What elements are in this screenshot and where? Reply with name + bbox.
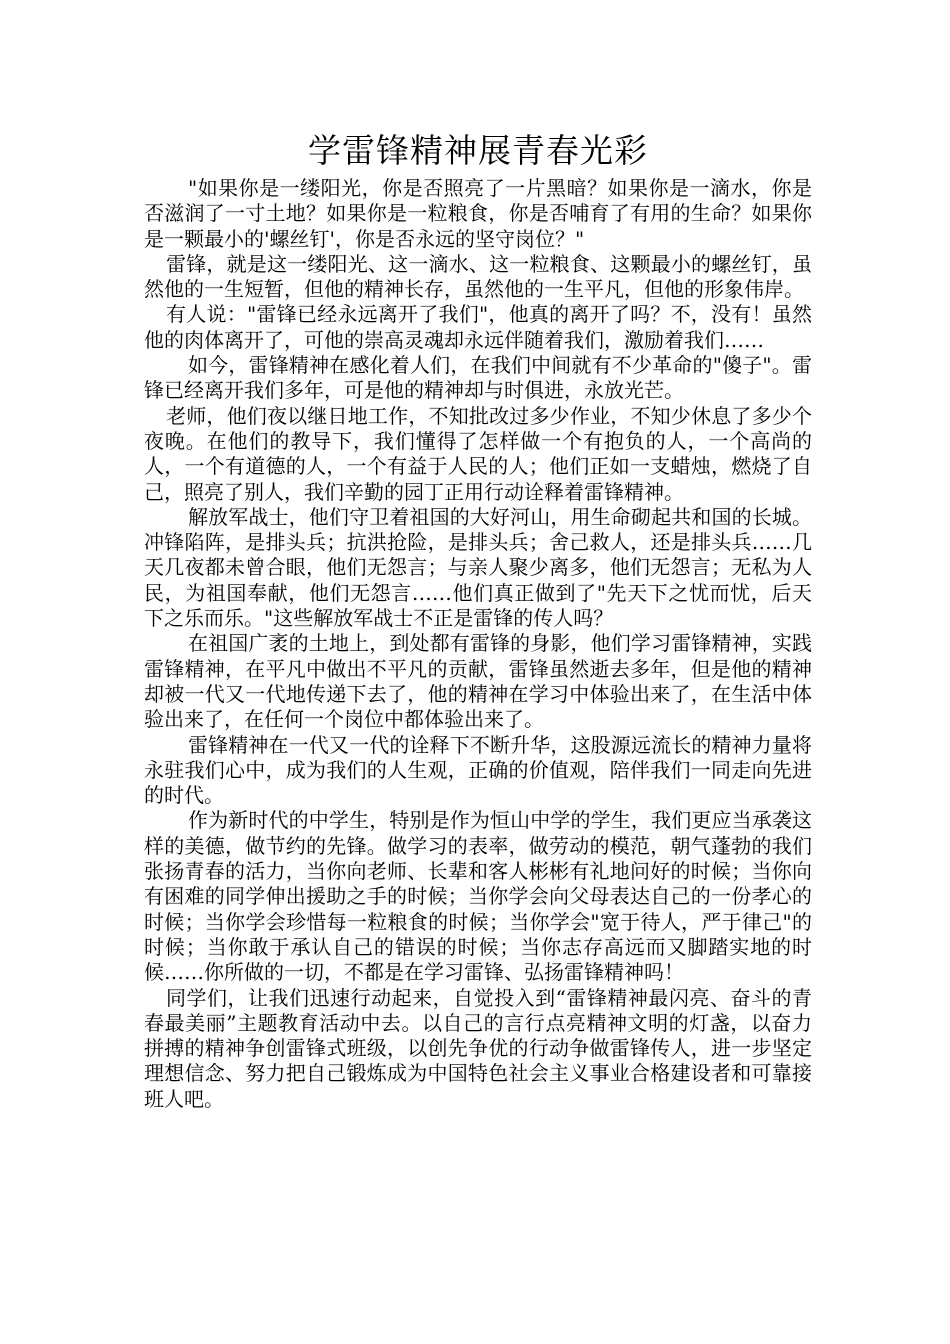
paragraph-3: 有人说："雷锋已经永远离开了我们"，他真的离开了吗？不，没有！虽然他的肉体离开了，可他的崇高灵魂却永远伴随着我们，激励着我们…… xyxy=(144,302,812,352)
paragraph-8: 雷锋精神在一代又一代的诠释下不断升华，这股源远流长的精神力量将永驻我们心中，成为我们的人生观，正确的价值观，陪伴我们一同走向先进的时代。 xyxy=(144,732,812,808)
document-page xyxy=(144,128,812,1112)
paragraph-9: 作为新时代的中学生，特别是作为恒山中学的学生，我们更应当承袭这样的美德，做节约的先锋。做学习的表率，做劳动的模范，朝气蓬勃的我们张扬青春的活力，当你向老师、长辈和客人彬彬有礼地问好的时候；当你向有困难的同学伸出援助之手的时候；当你学会向父母表达自己的一份孝心的时候；当你学会珍惜每一粒粮食的时候；当你学会"宽于待人，严于律己"的时候；当你敢于承认自己的错误的时候；当你志存高远而又脚踏实地的时候……你所做的一切，不都是在学习雷锋、弘扬雷锋精神吗！ xyxy=(144,808,812,985)
paragraph-2: 雷锋，就是这一缕阳光、这一滴水、这一粒粮食、这颗最小的螺丝钉，虽然他的一生短暂，但他的精神长存，虽然他的一生平凡，但他的形象伟岸。 xyxy=(144,251,812,302)
paragraph-5: 老师，他们夜以继日地工作，不知批改过多少作业，不知少休息了多少个夜晚。在他们的教导下，我们懂得了怎样做一个有抱负的人，一个高尚的人，一个有道德的人，一个有益于人民的人；他们正如一支蜡烛，燃烧了自己，照亮了别人，我们辛勤的园丁正用行动诠释着雷锋精神。 xyxy=(144,403,812,504)
paragraph-10: 同学们，让我们迅速行动起来，自觉投入到“雷锋精神最闪亮、奋斗的青春最美丽”主题教育活动中去。以自己的言行点亮精神文明的灯盏，以奋力拼搏的精神争创雷锋式班级，以创先争优的行动争做雷锋传人，进一步坚定理想信念、努力把自己锻炼成为中国特色社会主义事业合格建设者和可靠接班人吧。 xyxy=(144,985,812,1111)
paragraph-1: "如果你是一缕阳光，你是否照亮了一片黑暗？如果你是一滴水，你是否滋润了一寸土地？如果你是一粒粮食，你是否哺育了有用的生命？如果你是一颗最小的'螺丝钉'，你是否永远的坚守岗位？" xyxy=(144,176,812,251)
paragraph-7: 在祖国广袤的土地上，到处都有雷锋的身影，他们学习雷锋精神，实践雷锋精神，在平凡中做出不平凡的贡献，雷锋虽然逝去多年，但是他的精神却被一代又一代地传递下去了，他的精神在学习中体验出来了，在生活中体验出来了，在任何一个岗位中都体验出来了。 xyxy=(144,631,812,732)
paragraph-4: 如今，雷锋精神在感化着人们，在我们中间就有不少革命的"傻子"。雷锋已经离开我们多年，可是他的精神却与时俱进，永放光芒。 xyxy=(144,353,812,403)
document-title: 学雷锋精神展青春光彩 xyxy=(308,131,648,170)
paragraph-6: 解放军战士，他们守卫着祖国的大好河山，用生命砌起共和国的长城。冲锋陷阵，是排头兵；抗洪抢险，是排头兵；舍己救人，还是排头兵……几天几夜都未曾合眼，他们无怨言；与亲人聚少离多，他们无怨言；无私为人民，为祖国奉献，他们无怨言……他们真正做到了"先天下之忧而忧，后天下之乐而乐。"这些解放军战士不正是雷锋的传人吗？ xyxy=(144,504,812,631)
